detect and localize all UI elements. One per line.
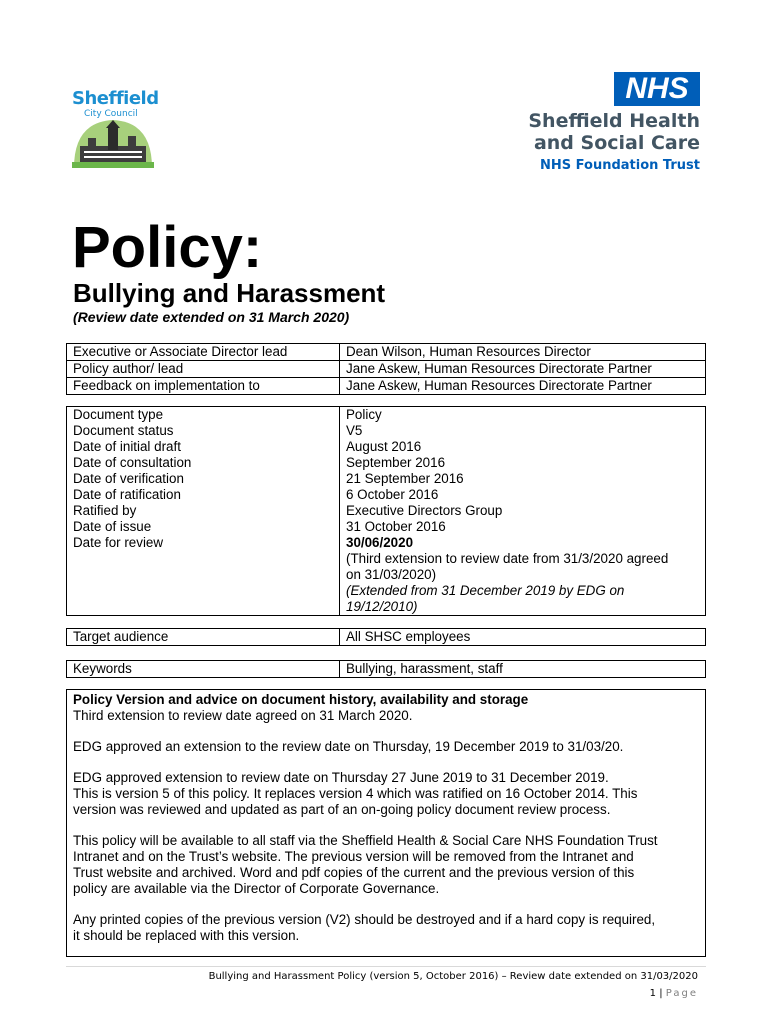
table-row [67, 629, 706, 646]
history-text: Any printed copies of the previous version (V2) should be destroyed and if a hard copy is required, [73, 912, 656, 927]
trust-name-line-1: Sheffield Health [528, 110, 700, 132]
review-date-note: (Review date extended on 31 March 2020) [73, 309, 350, 325]
review-extension-note: on 31/03/2020) [346, 567, 437, 582]
detail-value: August 2016 [346, 439, 422, 454]
detail-value: V5 [346, 423, 363, 438]
detail-key: Date of issue [73, 519, 152, 534]
table-row [67, 344, 706, 361]
table-cell-key: Feedback on implementation to [67, 378, 340, 395]
table-cell-key: Keywords [67, 661, 340, 678]
detail-value: 31 October 2016 [346, 519, 446, 534]
target-audience-table [66, 628, 706, 646]
history-text: policy are available via the Director of Corporate Governance. [73, 881, 440, 896]
policy-name: Bullying and Harassment [73, 278, 386, 308]
footer-divider [66, 966, 706, 967]
page-separator: | [659, 988, 663, 999]
trust-name-line-2: and Social Care [533, 132, 700, 154]
history-text: This is version 5 of this policy. It replaces version 4 which was ratified on 16 October 2014. This [73, 786, 638, 801]
history-text: Intranet and on the Trust’s website. The previous version will be removed from the Intranet and [73, 849, 634, 864]
history-heading: Policy Version and advice on document history, availability and storage [73, 692, 529, 707]
page-indicator [209, 985, 698, 1002]
review-extension-note: (Third extension to review date from 31/3/2020 agreed [346, 551, 669, 566]
detail-key: Document type [73, 407, 164, 422]
detail-value: 6 October 2016 [346, 487, 439, 502]
detail-key: Date of verification [73, 471, 184, 486]
table-row [67, 407, 706, 616]
table-row [67, 378, 706, 395]
detail-value: 21 September 2016 [346, 471, 464, 486]
history-paragraph [73, 708, 699, 724]
detail-key: Date of consultation [73, 455, 192, 470]
detail-key: Date for review [73, 535, 164, 550]
footer-text: Bullying and Harassment Policy (version 5, October 2016) – Review date extended on 31/03/2020 [208, 971, 698, 982]
page-number: 1 [649, 988, 657, 999]
details-keys-cell [67, 407, 340, 616]
page-title: Policy: [72, 215, 263, 280]
nhs-trust-logo [508, 72, 708, 182]
table-cell-value: Jane Askew, Human Resources Directorate Partner [340, 361, 706, 378]
council-logo-name: Sheffield [72, 88, 159, 109]
table-row [67, 361, 706, 378]
detail-key: Date of ratification [73, 487, 181, 502]
policy-leads-table [66, 343, 706, 395]
review-date-value: 30/06/2020 [346, 535, 414, 550]
table-cell-value: Jane Askew, Human Resources Directorate Partner [340, 378, 706, 395]
table-cell-key: Target audience [67, 629, 340, 646]
detail-value: September 2016 [346, 455, 446, 470]
city-skyline-emblem [70, 118, 156, 168]
detail-key: Date of initial draft [73, 439, 181, 454]
council-logo-sub: City Council [84, 109, 138, 119]
history-text: Trust website and archived. Word and pdf copies of the current and the previous version of this [73, 865, 635, 880]
history-text: it should be replaced with this version. [73, 928, 300, 943]
detail-key: Document status [73, 423, 174, 438]
history-paragraph [73, 833, 699, 897]
table-cell-key: Executive or Associate Director lead [67, 344, 340, 361]
history-paragraph [73, 770, 699, 818]
table-cell-value: Dean Wilson, Human Resources Director [340, 344, 706, 361]
nhs-badge: NHS [614, 72, 700, 106]
history-text: Third extension to review date agreed on 31 March 2020. [73, 708, 413, 723]
details-values-cell [340, 407, 706, 616]
detail-key: Ratified by [73, 503, 137, 518]
detail-value: Executive Directors Group [346, 503, 503, 518]
document-details-table [66, 406, 706, 616]
sheffield-city-council-logo [66, 88, 162, 168]
history-text: version was reviewed and updated as part of an on-going policy document review process. [73, 802, 611, 817]
history-paragraph [73, 912, 699, 944]
table-cell-value: Bullying, harassment, staff [340, 661, 706, 678]
table-cell-key: Policy author/ lead [67, 361, 340, 378]
page-footer [209, 968, 698, 1002]
trust-name [528, 110, 700, 154]
history-text: EDG approved extension to review date on Thursday 27 June 2019 to 31 December 2019. [73, 770, 609, 785]
document-history-box [66, 689, 706, 957]
page-label: Page [665, 988, 698, 999]
history-text: This policy will be available to all staff via the Sheffield Health & Social Care NHS Foundation Trust [73, 833, 658, 848]
table-cell-value: All SHSC employees [340, 629, 706, 646]
review-extension-note-italic: (Extended from 31 December 2019 by EDG on [346, 583, 625, 598]
history-paragraph [73, 739, 699, 755]
history-text: EDG approved an extension to the review date on Thursday, 19 December 2019 to 31/03/20. [73, 739, 624, 754]
table-row [67, 661, 706, 678]
trust-subtitle: NHS Foundation Trust [540, 158, 700, 173]
review-extension-note-italic: 19/12/2010) [346, 599, 418, 614]
keywords-table [66, 660, 706, 678]
detail-value: Policy [346, 407, 382, 422]
